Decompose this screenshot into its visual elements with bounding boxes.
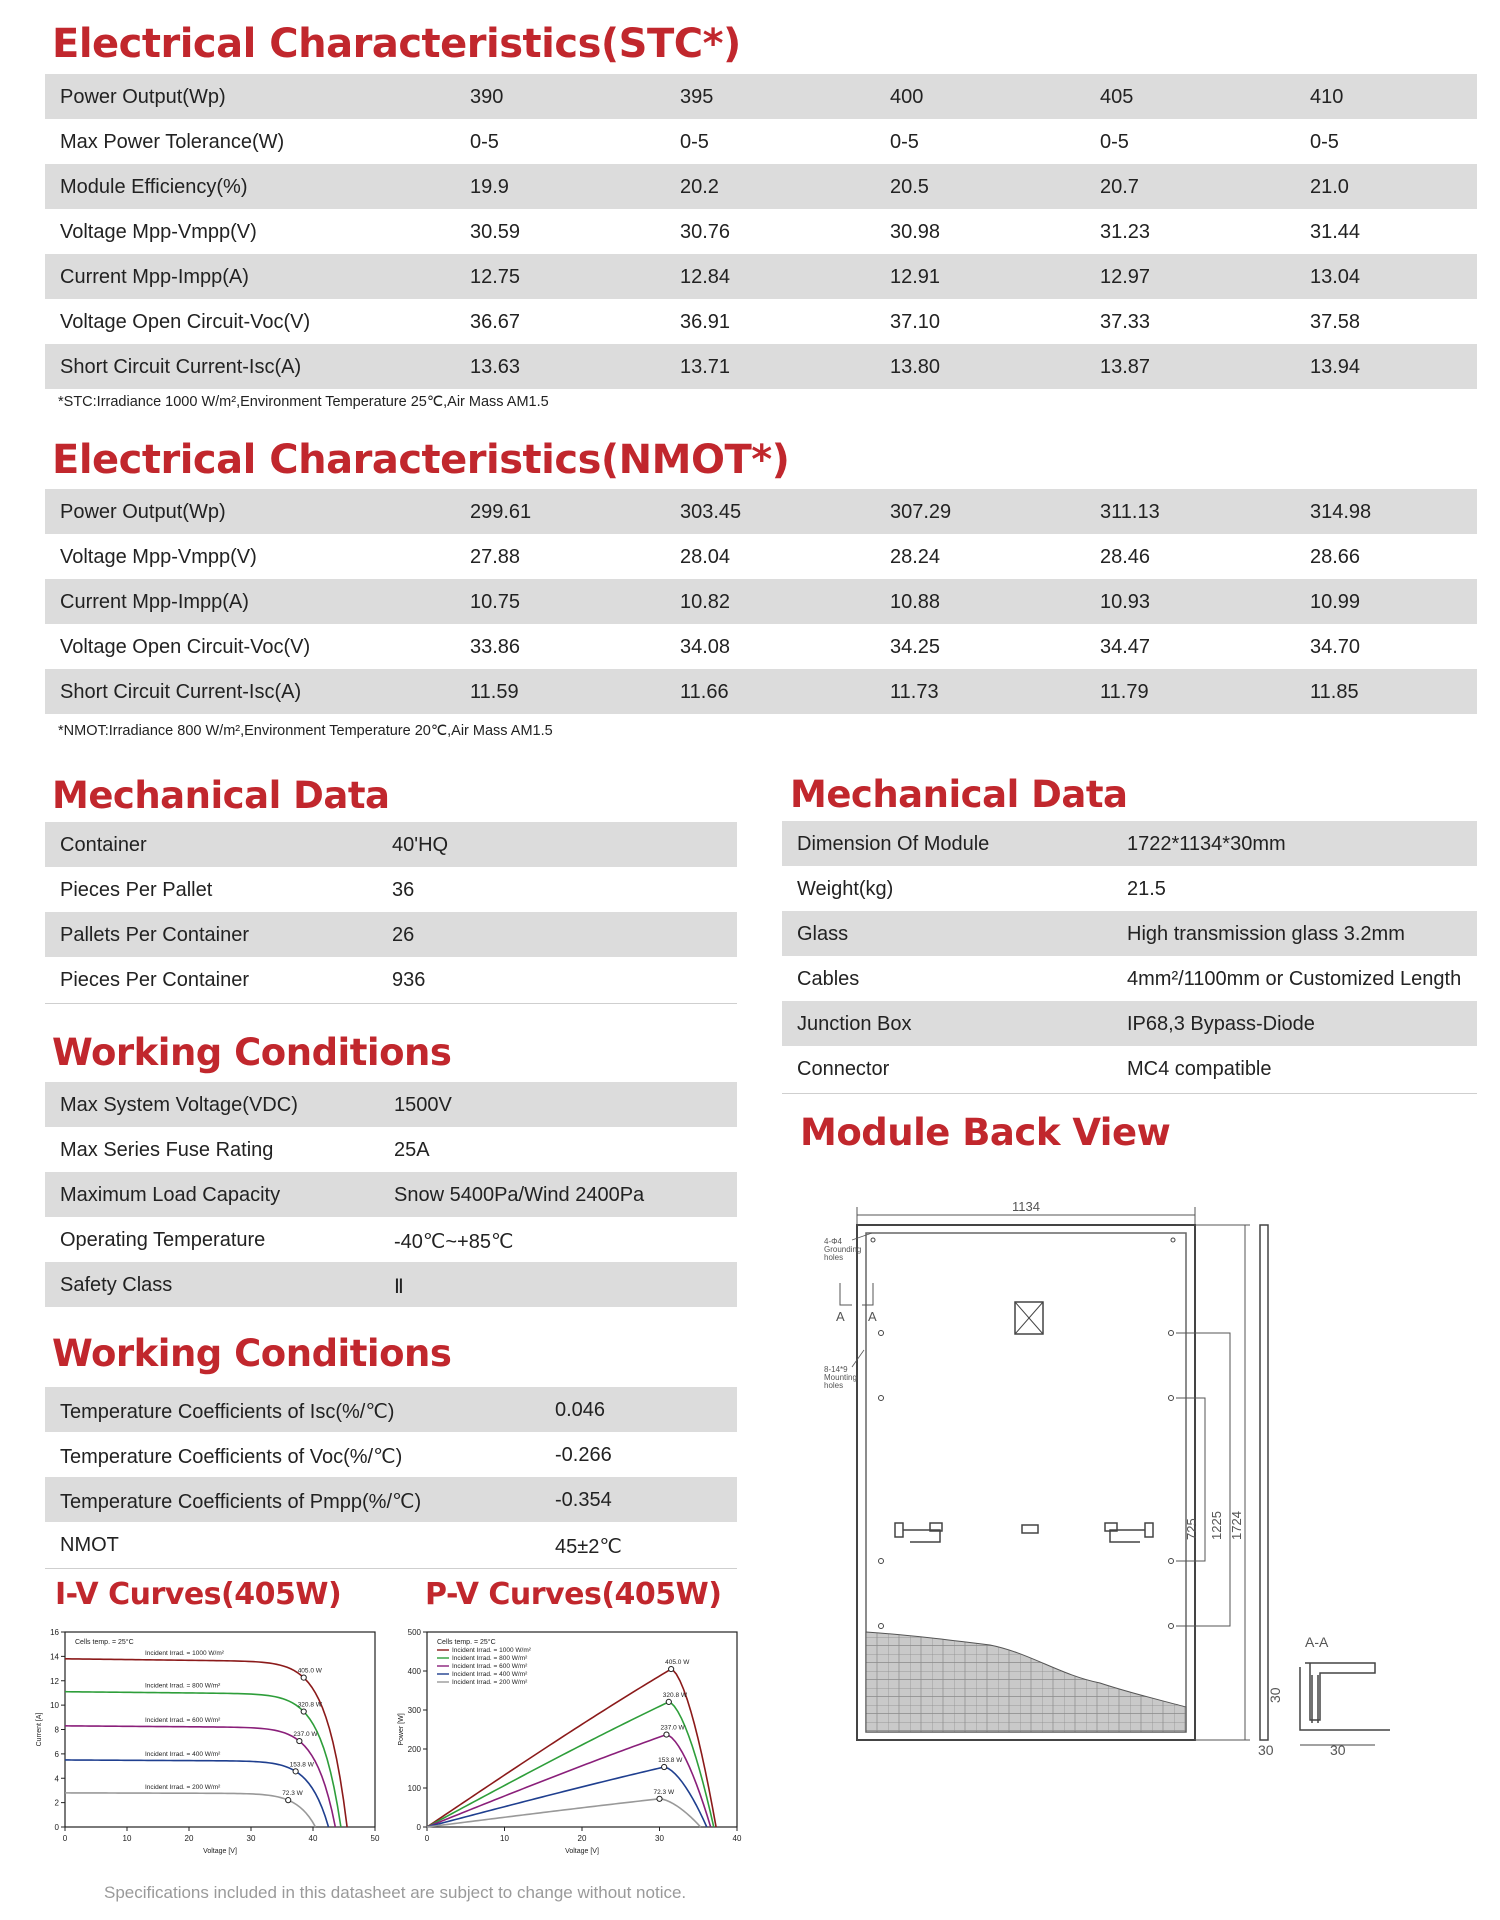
cell-value: 11.59 [470, 681, 519, 703]
divider [45, 1568, 737, 1569]
row-label: Connector [797, 1058, 890, 1080]
cell-value: 13.94 [1310, 356, 1361, 378]
cell-value: 33.86 [470, 636, 521, 658]
cell-value: 27.88 [470, 546, 521, 568]
cell-value: 10.82 [680, 591, 731, 613]
x-axis-label: Voltage [V] [565, 1848, 599, 1855]
cell-value: 410 [1310, 86, 1344, 108]
mpp-label: 320.8 W [297, 1701, 322, 1709]
table-row [45, 867, 737, 912]
table-row [45, 624, 1477, 669]
x-tick-label: 0 [62, 1834, 68, 1843]
cell-value: 0-5 [470, 131, 499, 153]
row-value: IP68,3 Bypass-Diode [1127, 1013, 1315, 1035]
table-row [45, 344, 1477, 389]
row-label: Current Mpp-Impp(A) [60, 591, 249, 613]
x-tick-label: 10 [500, 1834, 509, 1843]
dim-hole1-label: 1225 [1209, 1511, 1224, 1540]
cell-value: 20.5 [890, 176, 929, 198]
row-label: Module Efficiency(%) [60, 176, 248, 198]
mpp-label: 405.0 W [297, 1667, 322, 1675]
cell-value: 30.59 [470, 221, 521, 243]
cell-value: 12.91 [890, 266, 941, 288]
cell-value: 28.24 [890, 546, 941, 568]
mech-right-title: Mechanical Data [790, 773, 1128, 816]
cell-value: 37.33 [1100, 311, 1151, 333]
legend-entry: Incident Irrad. = 200 W/m² [452, 1679, 528, 1686]
row-value: Snow 5400Pa/Wind 2400Pa [394, 1184, 645, 1206]
legend-entry: Incident Irrad. = 800 W/m² [452, 1655, 528, 1662]
mpp-label: 237.0 W [660, 1724, 685, 1732]
series-label: Incident Irrad. = 1000 W/m² [145, 1649, 224, 1657]
series-label: Incident Irrad. = 400 W/m² [145, 1750, 221, 1758]
cell-value: 13.87 [1100, 356, 1151, 378]
cell-value: 19.9 [470, 176, 509, 198]
mpp-point [293, 1769, 298, 1774]
table-row [782, 866, 1477, 911]
row-value: 25A [394, 1139, 430, 1161]
module-back-view-drawing [800, 1195, 1480, 1795]
row-label: Temperature Coefficients of Voc(%/℃) [60, 1446, 403, 1468]
section-mark-left: A [836, 1309, 845, 1324]
cell-value: 28.04 [680, 546, 731, 568]
x-tick-label: 30 [655, 1834, 664, 1843]
cell-value: 11.79 [1100, 681, 1149, 703]
row-label: NMOT [60, 1534, 119, 1556]
pv-chart [382, 1622, 742, 1862]
cell-value: 10.99 [1310, 591, 1361, 613]
cell-value: 30.76 [680, 221, 731, 243]
cell-value: 303.45 [680, 501, 742, 523]
cell-value: 13.63 [470, 356, 521, 378]
table-row [45, 579, 1477, 624]
table-row [45, 164, 1477, 209]
legend-title: Cells temp. = 25°C [437, 1639, 496, 1646]
row-label: Voltage Mpp-Vmpp(V) [60, 546, 257, 568]
mpp-label: 320.8 W [662, 1691, 688, 1699]
cell-value: 30.98 [890, 221, 941, 243]
mpp-point [657, 1796, 662, 1801]
table-row [45, 912, 737, 957]
cell-value: 390 [470, 86, 504, 108]
cell-value: 12.97 [1100, 266, 1151, 288]
cell-value: 34.08 [680, 636, 731, 658]
cell-value: 11.66 [680, 681, 729, 703]
table-row [45, 1217, 737, 1262]
row-label: Cables [797, 968, 860, 990]
table-row [45, 254, 1477, 299]
back-view-title: Module Back View [800, 1111, 1171, 1154]
cell-value: 0-5 [890, 131, 919, 153]
cell-value: 10.93 [1100, 591, 1151, 613]
y-tick-label: 200 [407, 1745, 421, 1754]
row-value: 1722*1134*30mm [1127, 833, 1286, 855]
mpp-point [297, 1738, 302, 1743]
y-tick-label: 16 [50, 1628, 59, 1637]
cell-value: 314.98 [1310, 501, 1372, 523]
mpp-label: 153.8 W [289, 1761, 314, 1769]
row-value: -40℃~+85℃ [394, 1231, 514, 1253]
row-label: Current Mpp-Impp(A) [60, 266, 249, 288]
cell-value: 11.85 [1310, 681, 1359, 703]
dim-height-label: 1724 [1229, 1511, 1244, 1540]
cell-value: 13.04 [1310, 266, 1361, 288]
table-row [45, 1477, 737, 1522]
divider [782, 1093, 1477, 1094]
row-value: 1500V [394, 1094, 452, 1116]
y-tick-label: 6 [54, 1749, 59, 1759]
row-label: Junction Box [797, 1013, 912, 1035]
table-row [782, 911, 1477, 956]
working2-title: Working Conditions [52, 1332, 452, 1375]
table-row [45, 299, 1477, 344]
x-tick-label: 20 [577, 1834, 587, 1843]
cell-value: 0-5 [680, 131, 709, 153]
cell-value: 13.71 [680, 356, 731, 378]
y-tick-label: 500 [407, 1628, 421, 1637]
row-value: 26 [392, 924, 415, 946]
pv-title: P-V Curves(405W) [425, 1577, 722, 1612]
table-row [45, 74, 1477, 119]
mpp-point [301, 1709, 306, 1714]
mpp-label: 405.0 W [665, 1659, 690, 1667]
row-label: Temperature Coefficients of Pmpp(%/℃) [60, 1491, 422, 1513]
cell-value: 0-5 [1310, 131, 1339, 153]
y-tick-label: 8 [54, 1725, 59, 1735]
mpp-label: 237.0 W [293, 1731, 318, 1739]
row-label: Maximum Load Capacity [60, 1184, 281, 1206]
dim-width-label: 1134 [1012, 1199, 1040, 1214]
y-axis-label: Current [A] [36, 1712, 43, 1747]
row-label: Weight(kg) [797, 878, 894, 900]
row-label: Short Circuit Current-Isc(A) [60, 681, 302, 703]
cell-value: 34.70 [1310, 636, 1361, 658]
y-tick-label: 12 [50, 1676, 59, 1686]
table-row [45, 1127, 737, 1172]
mounting-label-1: 8-14*9 [824, 1365, 848, 1374]
table-row [782, 956, 1477, 1001]
frame-side-label: 30 [1258, 1742, 1274, 1758]
row-label: Pallets Per Container [60, 924, 249, 946]
divider [45, 1003, 737, 1004]
cell-value: 11.73 [890, 681, 939, 703]
row-label: Temperature Coefficients of Isc(%/℃) [60, 1401, 395, 1423]
cell-value: 13.80 [890, 356, 941, 378]
working2-table [45, 1387, 737, 1567]
table-row [45, 822, 737, 867]
cell-value: 28.46 [1100, 546, 1151, 568]
x-tick-label: 30 [246, 1834, 256, 1843]
mpp-point [662, 1764, 667, 1769]
row-value: 936 [392, 969, 426, 991]
row-value: Ⅱ [394, 1276, 404, 1298]
nmot-table [45, 489, 1477, 714]
table-row [45, 1432, 737, 1477]
x-tick-label: 20 [184, 1834, 194, 1843]
nmot-title: Electrical Characteristics(NMOT*) [52, 437, 790, 483]
row-value: MC4 compatible [1127, 1058, 1272, 1080]
table-row [45, 1387, 737, 1432]
row-value: 40'HQ [392, 834, 449, 856]
mpp-label: 72.3 W [653, 1788, 675, 1796]
table-row [782, 1001, 1477, 1046]
table-row [45, 669, 1477, 714]
x-tick-label: 50 [370, 1834, 380, 1843]
table-row [45, 1082, 737, 1127]
row-label: Max Series Fuse Rating [60, 1139, 274, 1161]
mounting-label-2: Mounting [824, 1373, 857, 1382]
y-tick-label: 4 [54, 1774, 59, 1784]
mpp-point [669, 1666, 674, 1671]
mpp-point [666, 1699, 671, 1704]
mech-left-table [45, 822, 737, 1002]
table-row [45, 119, 1477, 164]
legend-entry: Incident Irrad. = 1000 W/m² [452, 1647, 531, 1654]
row-label: Power Output(Wp) [60, 86, 226, 108]
cell-value: 21.0 [1310, 176, 1349, 198]
working1-table [45, 1082, 737, 1307]
y-tick-label: 100 [407, 1784, 421, 1793]
working1-title: Working Conditions [52, 1031, 452, 1074]
row-label: Voltage Open Circuit-Voc(V) [60, 636, 311, 658]
cell-value: 12.84 [680, 266, 731, 288]
row-value: 4mm²/1100mm or Customized Length [1127, 968, 1462, 990]
y-tick-label: 10 [50, 1701, 59, 1711]
mpp-label: 153.8 W [658, 1757, 683, 1765]
cell-value: 37.58 [1310, 311, 1361, 333]
frame-height-label: 30 [1267, 1687, 1283, 1703]
mech-right-table [782, 821, 1477, 1091]
cell-value: 10.88 [890, 591, 941, 613]
cell-value: 31.44 [1310, 221, 1361, 243]
cell-value: 20.7 [1100, 176, 1139, 198]
cell-value: 395 [680, 86, 714, 108]
series-label: Incident Irrad. = 200 W/m² [145, 1783, 221, 1791]
row-value: 21.5 [1127, 878, 1166, 900]
row-label: Pieces Per Container [60, 969, 249, 991]
iv-chart [20, 1622, 380, 1862]
table-row [45, 534, 1477, 579]
row-label: Max Power Tolerance(W) [60, 131, 285, 153]
section-title: A-A [1305, 1634, 1329, 1650]
y-tick-label: 2 [54, 1798, 59, 1808]
cell-value: 36.67 [470, 311, 521, 333]
x-tick-label: 40 [308, 1834, 318, 1843]
legend-entry: Incident Irrad. = 600 W/m² [452, 1663, 528, 1670]
row-value: -0.354 [555, 1489, 612, 1511]
row-value: High transmission glass 3.2mm [1127, 923, 1405, 945]
y-tick-label: 400 [407, 1667, 421, 1676]
row-label: Voltage Open Circuit-Voc(V) [60, 311, 311, 333]
mpp-point [664, 1732, 669, 1737]
row-label: Voltage Mpp-Vmpp(V) [60, 221, 257, 243]
table-row [45, 1172, 737, 1217]
cell-value: 20.2 [680, 176, 719, 198]
stc-note: *STC:Irradiance 1000 W/m²,Environment Temperature 25℃,Air Mass AM1.5 [58, 394, 549, 410]
row-label: Pieces Per Pallet [60, 879, 213, 901]
x-tick-label: 40 [732, 1834, 742, 1843]
row-label: Safety Class [60, 1274, 173, 1296]
cell-value: 405 [1100, 86, 1134, 108]
table-row [782, 1046, 1477, 1091]
y-tick-label: 0 [54, 1823, 59, 1832]
row-value: 0.046 [555, 1399, 606, 1421]
x-tick-label: 10 [122, 1834, 132, 1843]
x-axis-label: Voltage [V] [203, 1848, 237, 1855]
grounding-label-3: holes [824, 1253, 844, 1262]
stc-title: Electrical Characteristics(STC*) [52, 21, 741, 67]
cell-value: 28.66 [1310, 546, 1361, 568]
cell-value: 311.13 [1100, 501, 1160, 523]
cell-value: 12.75 [470, 266, 521, 288]
row-value: -0.266 [555, 1444, 612, 1466]
section-mark-right: A [868, 1309, 877, 1324]
cell-value: 10.75 [470, 591, 521, 613]
table-row [45, 1262, 737, 1307]
x-tick-label: 0 [424, 1834, 430, 1843]
row-label: Container [60, 834, 147, 856]
dim-hole2-label: 725 [1184, 1518, 1199, 1540]
row-value: 36 [392, 879, 415, 901]
mpp-point [286, 1798, 291, 1803]
row-label: Max System Voltage(VDC) [60, 1094, 298, 1116]
y-axis-label: Power [W] [398, 1713, 405, 1746]
cell-value: 299.61 [470, 501, 532, 523]
mech-left-title: Mechanical Data [52, 774, 390, 817]
table-row [45, 1522, 737, 1567]
y-tick-label: 0 [416, 1823, 421, 1832]
cell-value: 0-5 [1100, 131, 1129, 153]
stc-table [45, 74, 1477, 389]
series-label: Incident Irrad. = 600 W/m² [145, 1716, 221, 1724]
legend-entry: Incident Irrad. = 400 W/m² [452, 1671, 528, 1678]
row-label: Short Circuit Current-Isc(A) [60, 356, 302, 378]
row-label: Dimension Of Module [797, 833, 990, 855]
cell-value: 34.47 [1100, 636, 1151, 658]
row-label: Glass [797, 923, 849, 945]
cell-value: 31.23 [1100, 221, 1151, 243]
y-tick-label: 300 [407, 1706, 421, 1715]
grounding-label-1: 4-Φ4 [824, 1237, 842, 1246]
cell-value: 307.29 [890, 501, 952, 523]
iv-title: I-V Curves(405W) [55, 1577, 342, 1612]
grounding-label-2: Grounding [824, 1245, 862, 1254]
table-row [45, 209, 1477, 254]
y-tick-label: 14 [50, 1652, 59, 1662]
cell-value: 34.25 [890, 636, 941, 658]
cell-value: 37.10 [890, 311, 941, 333]
mounting-label-3: holes [824, 1381, 844, 1390]
frame-width-label: 30 [1330, 1742, 1346, 1758]
row-value: 45±2℃ [555, 1536, 622, 1558]
mpp-label: 72.3 W [282, 1790, 303, 1798]
mpp-point [301, 1675, 306, 1680]
row-label: Operating Temperature [60, 1229, 266, 1251]
nmot-note: *NMOT:Irradiance 800 W/m²,Environment Temperature 20℃,Air Mass AM1.5 [58, 723, 553, 739]
series-label: Incident Irrad. = 800 W/m² [145, 1682, 221, 1690]
cell-value: 400 [890, 86, 924, 108]
table-row [45, 957, 737, 1002]
row-label: Power Output(Wp) [60, 501, 226, 523]
legend-title: Cells temp. = 25°C [75, 1639, 134, 1646]
table-row [45, 489, 1477, 534]
table-row [782, 821, 1477, 866]
footer-disclaimer: Specifications included in this datasheet are subject to change without notice. [104, 1883, 687, 1902]
cell-value: 36.91 [680, 311, 731, 333]
